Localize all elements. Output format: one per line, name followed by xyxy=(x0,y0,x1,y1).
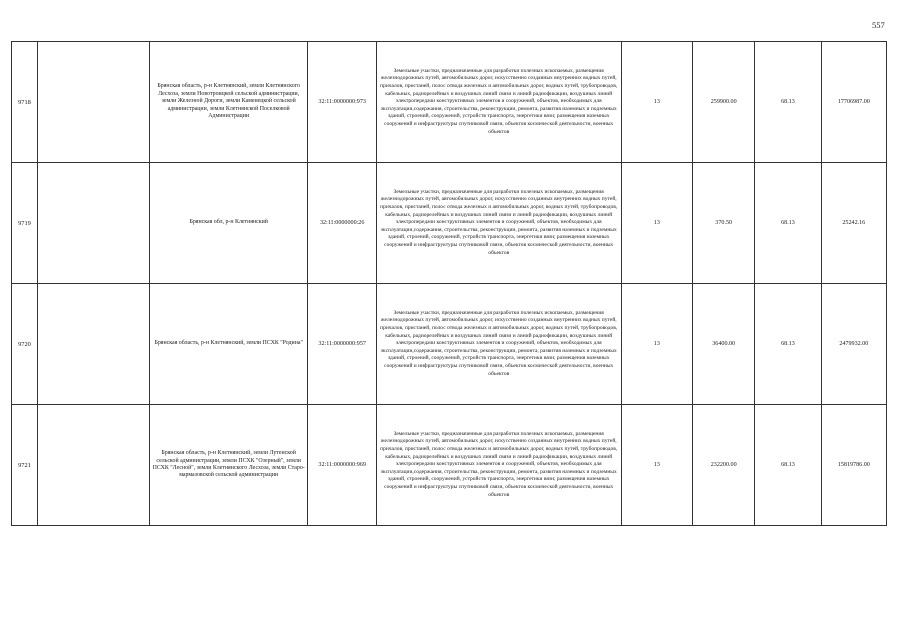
cadastral-value-cell: 17706987.00 xyxy=(821,42,886,163)
table-row xyxy=(12,405,887,526)
cadastral-value-cell: 2479932.00 xyxy=(821,284,886,405)
rate-cell: 68.13 xyxy=(755,284,821,405)
cadastral-value-cell: 15819786.00 xyxy=(821,405,886,526)
area-cell: 36400.00 xyxy=(693,284,755,405)
page-number: 557 xyxy=(872,20,885,30)
rate-cell: 68.13 xyxy=(755,42,821,163)
row-number: 9721 xyxy=(12,405,38,526)
permitted-use-cell: Земельные участки, предназначенные для разработки полезных ископаемых, размещения железнодорожных путей, автомобильных дорог, искусственно созданных внутренних водных путей, причалов, пристаней, полос отвода железных и автомобильных дорог, водных путей, трубопроводов, кабельных, радиорелейных и воздушных линий связи и линий радиофикации, воздушных линий электропередачи конструктивных элементов и сооружений, объектов, необходимых для эксплуатации,содержания, строительства, реконструкции, ремонта, развития наземных и подземных зданий, строений, сооружений, устройств транспорта, энергетики вязи; размещения наземных сооружений и инфраструктуры спутниковой связи, объектов космической деятельности, военных объектов xyxy=(376,405,621,526)
table-row xyxy=(12,163,887,284)
area-cell: 259900.00 xyxy=(693,42,755,163)
empty-cell xyxy=(37,405,149,526)
rate-cell: 68.13 xyxy=(755,163,821,284)
category-code-cell: 13 xyxy=(621,163,693,284)
table-row xyxy=(12,284,887,405)
empty-cell xyxy=(37,42,149,163)
location-cell: Брянская область, р-н Клетнянский, земли ПСХК "Родина" xyxy=(149,284,308,405)
row-number: 9718 xyxy=(12,42,38,163)
table-row xyxy=(12,42,887,163)
category-code-cell: 13 xyxy=(621,284,693,405)
location-cell: Брянская область, р-н Клетнянский, земли Клетнянского Лесхоза, земли Новотроицкой сельской администрации, земли Железной Дороги, земли Каменецкой сельской администрации, земли Клетнянской Поселковой Администрации xyxy=(149,42,308,163)
cadastral-value-cell: 25242.16 xyxy=(821,163,886,284)
location-cell: Брянская обл, р-н Клетнянский xyxy=(149,163,308,284)
category-code-cell: 13 xyxy=(621,405,693,526)
land-registry-table xyxy=(11,41,887,526)
empty-cell xyxy=(37,163,149,284)
row-number: 9720 xyxy=(12,284,38,405)
permitted-use-cell: Земельные участки, предназначенные для разработки полезных ископаемых, размещения железнодорожных путей, автомобильных дорог, искусственно созданных внутренних водных путей, причалов, пристаней, полос отвода железных и автомобильных дорог, водных путей, трубопроводов, кабельных, радиорелейных и воздушных линий связи и линий радиофикации, воздушных линий электропередачи конструктивных элементов и сооружений, объектов, необходимых для эксплуатации,содержания, строительства, реконструкции, ремонта, развития наземных и подземных зданий, строений, сооружений, устройств транспорта, энергетики вязи; размещения наземных сооружений и инфраструктуры спутниковой связи, объектов космической деятельности, военных объектов xyxy=(376,163,621,284)
cadastral-number-cell: 32:11:0000000:973 xyxy=(308,42,376,163)
area-cell: 232200.00 xyxy=(693,405,755,526)
cadastral-number-cell: 32:11:0000000:957 xyxy=(308,284,376,405)
category-code-cell: 13 xyxy=(621,42,693,163)
cadastral-number-cell: 32:11:0000000:26 xyxy=(308,163,376,284)
empty-cell xyxy=(37,284,149,405)
area-cell: 370.50 xyxy=(693,163,755,284)
permitted-use-cell: Земельные участки, предназначенные для разработки полезных ископаемых, размещения железнодорожных путей, автомобильных дорог, искусственно созданных внутренних водных путей, причалов, пристаней, полос отвода железных и автомобильных дорог, водных путей, трубопроводов, кабельных, радиорелейных и воздушных линий связи и линий радиофикации, воздушных линий электропередачи конструктивных элементов и сооружений, объектов, необходимых для эксплуатации,содержания, строительства, реконструкции, ремонта, развития наземных и подземных зданий, строений, сооружений, устройств транспорта, энергетики вязи; размещения наземных сооружений и инфраструктуры спутниковой связи, объектов космической деятельности, военных объектов xyxy=(376,284,621,405)
cadastral-number-cell: 32:11:0000000:969 xyxy=(308,405,376,526)
location-cell: Брянская область, р-н Клетнянский, земли Лутенской сельской администрации, земли ПСХК "Озерный", земли ПСХК "Лесной", земли Клетнянского Лесхоза, земли Старо-мармазовской сельской администрации xyxy=(149,405,308,526)
permitted-use-cell: Земельные участки, предназначенные для разработки полезных ископаемых, размещения железнодорожных путей, автомобильных дорог, искусственно созданных внутренних водных путей, причалов, пристаней, полос отвода железных и автомобильных дорог, водных путей, трубопроводов, кабельных, радиорелейных и воздушных линий связи и линий радиофикации, воздушных линий электропередачи конструктивных элементов и сооружений, объектов, необходимых для эксплуатации,содержания, строительства, реконструкции, ремонта, развития наземных и подземных зданий, строений, сооружений, устройств транспорта, энергетики вязи; размещения наземных сооружений и инфраструктуры спутниковой связи, объектов космической деятельности, военных объектов xyxy=(376,42,621,163)
rate-cell: 68.13 xyxy=(755,405,821,526)
row-number: 9719 xyxy=(12,163,38,284)
